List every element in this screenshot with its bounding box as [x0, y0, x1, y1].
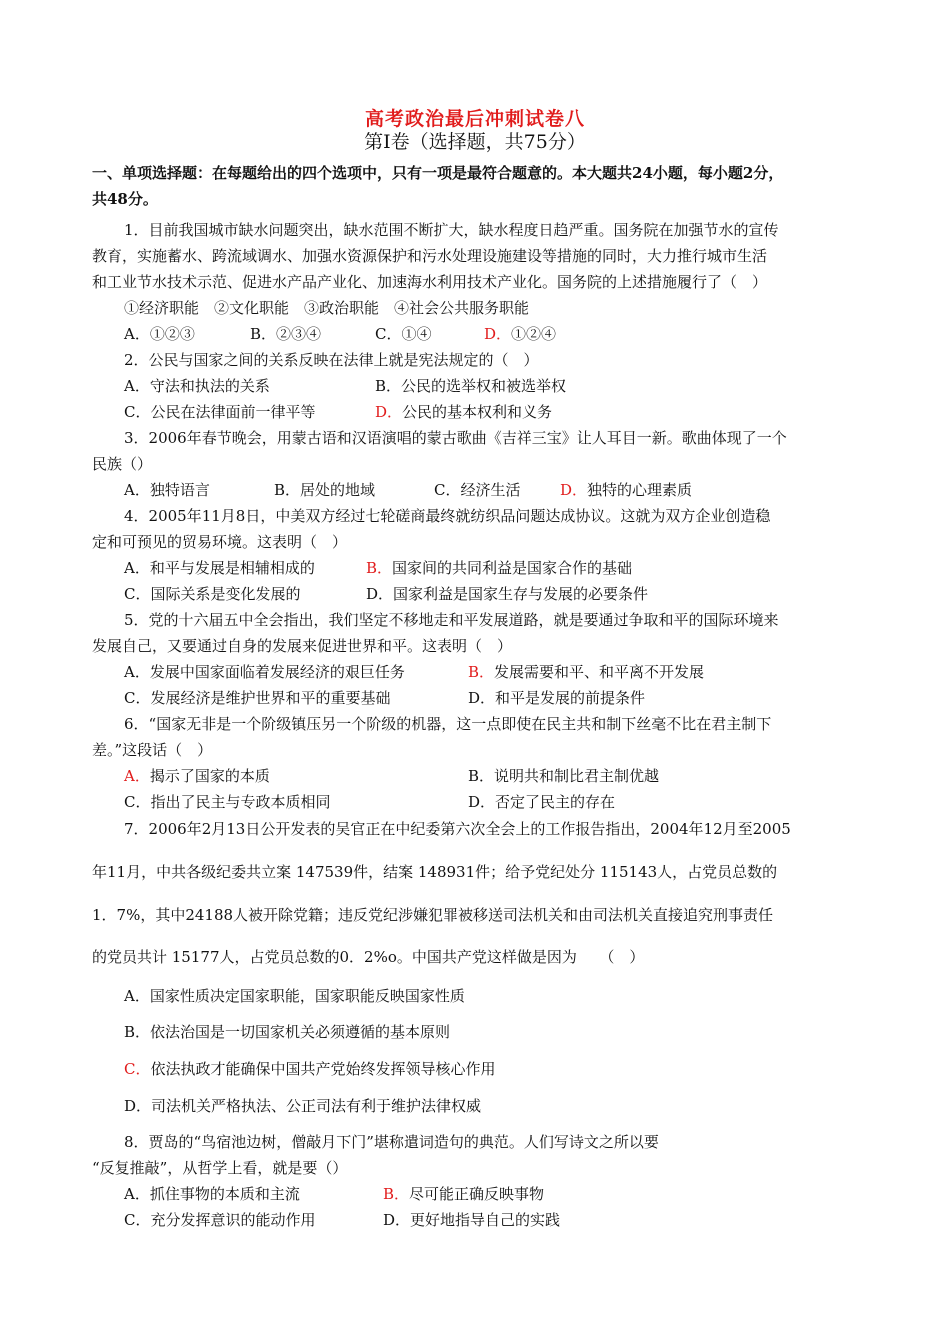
question-1-option-a: A．①②③ [124, 325, 195, 343]
question-3-line-1: 3．2006年春节晚会，用蒙古语和汉语演唱的蒙古歌曲《吉祥三宝》让人耳目一新。歌曲体现了一个 [124, 429, 787, 447]
question-8-option-a: A．抓住事物的本质和主流 [124, 1185, 300, 1203]
section-heading [92, 160, 872, 212]
question-3-option-a: A．独特语言 [124, 481, 210, 499]
question-4-line-2: 定和可预见的贸易环境。这表明（ ） [92, 533, 348, 551]
question-6-option-b: B．说明共和制比君主制优越 [468, 767, 660, 785]
question-4-option-d: D．国家利益是国家生存与发展的必要条件 [366, 585, 649, 603]
question-1-option-c: C．①④ [375, 325, 432, 343]
question-3-option-c: C．经济生活 [434, 481, 521, 499]
question-8-line-2: “反复推敲”，从哲学上看，就是要（） [92, 1159, 348, 1177]
question-8-option-d: D．更好地指导自己的实践 [383, 1211, 561, 1229]
question-7-option-b: B．依法治国是一切国家机关必须遵循的基本原则 [124, 1023, 451, 1041]
section-heading-line-2: 共48分。 [92, 190, 158, 208]
question-1-line-2: 教育，实施蓄水、跨流域调水、加强水资源保护和污水处理设施建设等措施的同时，大力推行城市生活 [92, 247, 768, 265]
question-1-option-d: D．①②④ [484, 325, 557, 343]
question-3-option-b: B．居处的地域 [274, 481, 376, 499]
question-2-option-c: C．公民在法律面前一律平等 [124, 403, 316, 421]
question-6-line-2: 差。”这段话（ ） [92, 741, 213, 759]
question-2-line-1: 2．公民与国家之间的关系反映在法律上就是宪法规定的（ ） [124, 351, 539, 369]
question-2-option-a: A．守法和执法的关系 [124, 377, 270, 395]
question-6-option-d: D．否定了民主的存在 [468, 793, 616, 811]
answer-mark: A． [124, 767, 150, 785]
question-3-option-d: D．独特的心理素质 [560, 481, 693, 499]
question-1-line-3: 和工业节水技术示范、促进水产品产业化、加速海水利用技术产业化。国务院的上述措施履行了（ ） [92, 273, 768, 291]
exam-title: 高考政治最后冲刺试卷八 [364, 108, 585, 130]
answer-mark: B． [468, 663, 495, 681]
question-6-line-1: 6．“国家无非是一个阶级镇压另一个阶级的机器，这一点即使在民主共和制下丝毫不比在君主制下 [124, 715, 772, 733]
question-5-option-c: C．发展经济是维护世界和平的重要基础 [124, 689, 391, 707]
question-5-option-b: B．发展需要和平、和平离不开发展 [468, 663, 705, 681]
question-1-option-b: B．②③④ [250, 325, 322, 343]
answer-mark: D． [375, 403, 403, 421]
question-6-option-c: C．指出了民主与专政本质相同 [124, 793, 331, 811]
question-2-option-b: B．公民的选举权和被选举权 [375, 377, 567, 395]
question-2-option-d: D．公民的基本权利和义务 [375, 403, 553, 421]
answer-mark: D． [484, 325, 512, 343]
question-7-line-4: 的党员共计 15177人，占党员总数的0．2%o。中国共产党这样做是因为 （ ） [92, 948, 645, 966]
question-4-option-b: B．国家间的共同利益是国家合作的基础 [366, 559, 633, 577]
question-5-option-d: D．和平是发展的前提条件 [468, 689, 646, 707]
question-7-line-3: 1．7%，其中24188人被开除党籍；违反党纪涉嫌犯罪被移送司法机关和由司法机关直接追究刑事责任 [92, 906, 774, 924]
answer-mark: C． [124, 1060, 151, 1078]
question-1-statements: ①经济职能 ②文化职能 ③政治职能 ④社会公共服务职能 [124, 299, 530, 317]
question-7-option-c: C．依法执政才能确保中国共产党始终发挥领导核心作用 [124, 1060, 496, 1078]
question-6-option-a: A．揭示了国家的本质 [124, 767, 270, 785]
question-8-option-b: B．尽可能正确反映事物 [383, 1185, 545, 1203]
exam-subtitle: 第Ⅰ卷（选择题，共75分） [364, 131, 586, 153]
question-5-option-a: A．发展中国家面临着发展经济的艰巨任务 [124, 663, 405, 681]
question-8-line-1: 8．贾岛的“鸟宿池边树，僧敲月下门”堪称遣词造句的典范。人们写诗文之所以要 [124, 1133, 659, 1151]
answer-mark: B． [366, 559, 393, 577]
question-7-option-d: D．司法机关严格执法、公正司法有利于维护法律权威 [124, 1097, 482, 1115]
question-5-line-2: 发展自己，又要通过自身的发展来促进世界和平。这表明（ ） [92, 637, 513, 655]
question-3-line-2: 民族（） [92, 455, 153, 473]
question-4-option-c: C．国际关系是变化发展的 [124, 585, 301, 603]
section-heading-line-1: 一、单项选择题：在每题给出的四个选项中，只有一项是最符合题意的。本大题共24小题，每小题2分， [92, 164, 784, 182]
answer-mark: B． [383, 1185, 410, 1203]
question-7-option-a: A．国家性质决定国家职能，国家职能反映国家性质 [124, 987, 465, 1005]
question-7-line-2: 年11月，中共各级纪委共立案 147539件，结案 148931件；给予党纪处分 115143人，占党员总数的 [92, 863, 778, 881]
question-4-option-a: A．和平与发展是相辅相成的 [124, 559, 315, 577]
answer-mark: D． [560, 481, 588, 499]
question-7-line-1: 7．2006年2月13日公开发表的吴官正在中纪委第六次全会上的工作报告指出，2004年12月至2005 [124, 820, 791, 838]
question-8-option-c: C．充分发挥意识的能动作用 [124, 1211, 316, 1229]
question-5-line-1: 5．党的十六届五中全会指出，我们坚定不移地走和平发展道路，就是要通过争取和平的国际环境来 [124, 611, 779, 629]
question-4-line-1: 4．2005年11月8日，中美双方经过七轮磋商最终就纺织品问题达成协议。这就为双方企业创造稳 [124, 507, 771, 525]
question-1-line-1: 1．目前我国城市缺水问题突出，缺水范围不断扩大，缺水程度日趋严重。国务院在加强节水的宣传 [124, 221, 779, 239]
